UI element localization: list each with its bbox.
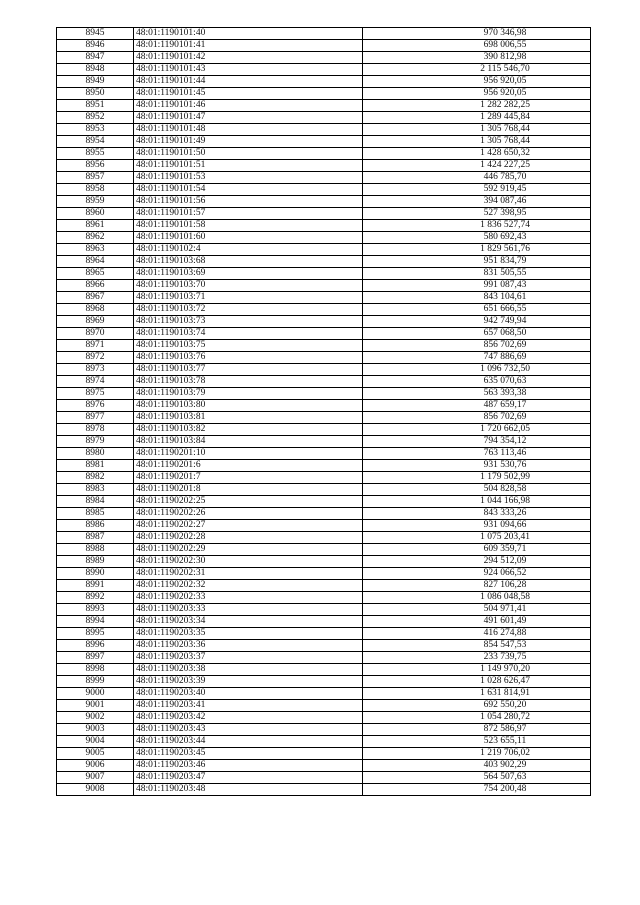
cadastral-value-cell: 294 512,09	[363, 556, 591, 568]
cadastral-value-cell: 504 971,41	[363, 604, 591, 616]
cadastral-number-cell: 48:01:1190103:69	[134, 268, 363, 280]
cadastral-number-cell: 48:01:1190203:37	[134, 652, 363, 664]
cadastral-value-cell: 856 702,69	[363, 412, 591, 424]
table-row	[57, 100, 591, 112]
row-number-cell: 8957	[57, 172, 134, 184]
row-number-cell: 9004	[57, 736, 134, 748]
cadastral-number-cell: 48:01:1190101:43	[134, 64, 363, 76]
cadastral-value-cell: 827 106,28	[363, 580, 591, 592]
row-number-cell: 8972	[57, 352, 134, 364]
cadastral-number-cell: 48:01:1190203:47	[134, 772, 363, 784]
cadastral-value-cell: 924 066,52	[363, 568, 591, 580]
row-number-cell: 8956	[57, 160, 134, 172]
cadastral-number-cell: 48:01:1190201:6	[134, 460, 363, 472]
cadastral-number-cell: 48:01:1190201:7	[134, 472, 363, 484]
table-row	[57, 676, 591, 688]
cadastral-number-cell: 48:01:1190201:8	[134, 484, 363, 496]
cadastral-number-cell: 48:01:1190102:4	[134, 244, 363, 256]
row-number-cell: 8995	[57, 628, 134, 640]
row-number-cell: 8959	[57, 196, 134, 208]
row-number-cell: 8960	[57, 208, 134, 220]
cadastral-value-cell: 446 785,70	[363, 172, 591, 184]
cadastral-number-cell: 48:01:1190101:44	[134, 76, 363, 88]
cadastral-value-cell: 394 087,46	[363, 196, 591, 208]
table-row	[57, 568, 591, 580]
cadastral-value-cell: 931 530,76	[363, 460, 591, 472]
cadastral-value-cell: 942 749,94	[363, 316, 591, 328]
cadastral-number-cell: 48:01:1190101:60	[134, 232, 363, 244]
cadastral-number-cell: 48:01:1190203:35	[134, 628, 363, 640]
row-number-cell: 8955	[57, 148, 134, 160]
cadastral-number-cell: 48:01:1190203:44	[134, 736, 363, 748]
table-row	[57, 520, 591, 532]
row-number-cell: 8976	[57, 400, 134, 412]
row-number-cell: 8989	[57, 556, 134, 568]
cadastral-value-cell: 692 550,20	[363, 700, 591, 712]
cadastral-value-cell: 523 655,11	[363, 736, 591, 748]
cadastral-value-cell: 956 920,05	[363, 76, 591, 88]
table-row	[57, 784, 591, 796]
cadastral-value-cell: 1 829 561,76	[363, 244, 591, 256]
row-number-cell: 9008	[57, 784, 134, 796]
row-number-cell: 8982	[57, 472, 134, 484]
cadastral-number-cell: 48:01:1190101:48	[134, 124, 363, 136]
row-number-cell: 8946	[57, 40, 134, 52]
cadastral-value-cell: 563 393,38	[363, 388, 591, 400]
cadastral-number-cell: 48:01:1190202:28	[134, 532, 363, 544]
table-row	[57, 64, 591, 76]
row-number-cell: 8970	[57, 328, 134, 340]
cadastral-number-cell: 48:01:1190103:71	[134, 292, 363, 304]
table-row	[57, 748, 591, 760]
row-number-cell: 8994	[57, 616, 134, 628]
cadastral-value-cell: 747 886,69	[363, 352, 591, 364]
row-number-cell: 8954	[57, 136, 134, 148]
cadastral-value-cell: 1 096 732,50	[363, 364, 591, 376]
table-row	[57, 28, 591, 40]
cadastral-value-cell: 1 028 626,47	[363, 676, 591, 688]
cadastral-value-cell: 843 333,26	[363, 508, 591, 520]
row-number-cell: 8990	[57, 568, 134, 580]
row-number-cell: 8967	[57, 292, 134, 304]
table-body	[57, 28, 591, 796]
table-row	[57, 436, 591, 448]
cadastral-value-cell: 390 812,98	[363, 52, 591, 64]
row-number-cell: 8962	[57, 232, 134, 244]
row-number-cell: 8979	[57, 436, 134, 448]
row-number-cell: 8949	[57, 76, 134, 88]
table-row	[57, 556, 591, 568]
cadastral-value-cell: 698 006,55	[363, 40, 591, 52]
table-row	[57, 208, 591, 220]
table-row	[57, 232, 591, 244]
row-number-cell: 8952	[57, 112, 134, 124]
cadastral-value-cell: 527 398,95	[363, 208, 591, 220]
table-row	[57, 736, 591, 748]
row-number-cell: 8969	[57, 316, 134, 328]
cadastral-number-cell: 48:01:1190101:53	[134, 172, 363, 184]
cadastral-number-cell: 48:01:1190101:42	[134, 52, 363, 64]
row-number-cell: 8981	[57, 460, 134, 472]
cadastral-value-cell: 504 828,58	[363, 484, 591, 496]
row-number-cell: 8977	[57, 412, 134, 424]
table-row	[57, 172, 591, 184]
cadastral-value-cell: 956 920,05	[363, 88, 591, 100]
cadastral-number-cell: 48:01:1190101:54	[134, 184, 363, 196]
cadastral-number-cell: 48:01:1190103:78	[134, 376, 363, 388]
cadastral-value-cell: 564 507,63	[363, 772, 591, 784]
cadastral-value-cell: 635 070,63	[363, 376, 591, 388]
table-row	[57, 256, 591, 268]
row-number-cell: 8991	[57, 580, 134, 592]
row-number-cell: 8945	[57, 28, 134, 40]
table-row	[57, 496, 591, 508]
table-row	[57, 340, 591, 352]
row-number-cell: 8986	[57, 520, 134, 532]
table-row	[57, 424, 591, 436]
cadastral-value-cell: 1 305 768,44	[363, 124, 591, 136]
cadastral-number-cell: 48:01:1190103:79	[134, 388, 363, 400]
row-number-cell: 8963	[57, 244, 134, 256]
cadastral-number-cell: 48:01:1190103:68	[134, 256, 363, 268]
cadastral-number-cell: 48:01:1190203:33	[134, 604, 363, 616]
table-row	[57, 508, 591, 520]
table-row	[57, 124, 591, 136]
cadastral-value-cell: 794 354,12	[363, 436, 591, 448]
cadastral-value-cell: 487 659,17	[363, 400, 591, 412]
cadastral-number-cell: 48:01:1190101:50	[134, 148, 363, 160]
table-row	[57, 688, 591, 700]
row-number-cell: 8984	[57, 496, 134, 508]
cadastral-value-cell: 872 586,97	[363, 724, 591, 736]
cadastral-value-cell: 843 104,61	[363, 292, 591, 304]
row-number-cell: 8961	[57, 220, 134, 232]
cadastral-number-cell: 48:01:1190103:73	[134, 316, 363, 328]
row-number-cell: 8988	[57, 544, 134, 556]
cadastral-value-cell: 1 086 048,58	[363, 592, 591, 604]
cadastral-value-cell: 403 902,29	[363, 760, 591, 772]
row-number-cell: 8992	[57, 592, 134, 604]
cadastral-value-cell: 1 149 970,20	[363, 664, 591, 676]
table-row	[57, 280, 591, 292]
cadastral-number-cell: 48:01:1190203:39	[134, 676, 363, 688]
table-row	[57, 52, 591, 64]
table-row	[57, 412, 591, 424]
table-row	[57, 760, 591, 772]
table-row	[57, 112, 591, 124]
row-number-cell: 8987	[57, 532, 134, 544]
table-row	[57, 616, 591, 628]
cadastral-number-cell: 48:01:1190101:49	[134, 136, 363, 148]
cadastral-number-cell: 48:01:1190103:76	[134, 352, 363, 364]
cadastral-number-cell: 48:01:1190101:51	[134, 160, 363, 172]
cadastral-number-cell: 48:01:1190101:46	[134, 100, 363, 112]
row-number-cell: 8948	[57, 64, 134, 76]
row-number-cell: 9005	[57, 748, 134, 760]
table-row	[57, 532, 591, 544]
cadastral-number-cell: 48:01:1190103:72	[134, 304, 363, 316]
row-number-cell: 9003	[57, 724, 134, 736]
row-number-cell: 8947	[57, 52, 134, 64]
cadastral-number-cell: 48:01:1190103:80	[134, 400, 363, 412]
table-row	[57, 664, 591, 676]
row-number-cell: 8950	[57, 88, 134, 100]
cadastral-number-cell: 48:01:1190202:33	[134, 592, 363, 604]
cadastral-value-cell: 657 068,50	[363, 328, 591, 340]
cadastral-number-cell: 48:01:1190203:45	[134, 748, 363, 760]
cadastral-value-cell: 1 219 706,02	[363, 748, 591, 760]
cadastral-number-cell: 48:01:1190203:48	[134, 784, 363, 796]
row-number-cell: 8951	[57, 100, 134, 112]
table-row	[57, 712, 591, 724]
table-row	[57, 364, 591, 376]
cadastral-number-cell: 48:01:1190103:82	[134, 424, 363, 436]
table-row	[57, 592, 591, 604]
row-number-cell: 8966	[57, 280, 134, 292]
row-number-cell: 8958	[57, 184, 134, 196]
table-row	[57, 724, 591, 736]
cadastral-value-cell: 754 200,48	[363, 784, 591, 796]
cadastral-value-cell: 580 692,43	[363, 232, 591, 244]
row-number-cell: 8953	[57, 124, 134, 136]
cadastral-value-cell: 1 428 650,32	[363, 148, 591, 160]
table-row	[57, 580, 591, 592]
cadastral-number-cell: 48:01:1190101:57	[134, 208, 363, 220]
row-number-cell: 9006	[57, 760, 134, 772]
cadastral-value-cell: 1 179 502,99	[363, 472, 591, 484]
table-row	[57, 628, 591, 640]
table-row	[57, 76, 591, 88]
cadastral-value-cell: 491 601,49	[363, 616, 591, 628]
cadastral-number-cell: 48:01:1190202:30	[134, 556, 363, 568]
cadastral-value-cell: 1 305 768,44	[363, 136, 591, 148]
cadastral-value-cell: 1 282 282,25	[363, 100, 591, 112]
cadastral-number-cell: 48:01:1190203:36	[134, 640, 363, 652]
cadastral-number-cell: 48:01:1190103:77	[134, 364, 363, 376]
table-row	[57, 388, 591, 400]
cadastral-number-cell: 48:01:1190203:34	[134, 616, 363, 628]
row-number-cell: 8973	[57, 364, 134, 376]
cadastral-number-cell: 48:01:1190203:41	[134, 700, 363, 712]
table-row	[57, 40, 591, 52]
table-row	[57, 448, 591, 460]
cadastral-number-cell: 48:01:1190103:74	[134, 328, 363, 340]
cadastral-number-cell: 48:01:1190202:27	[134, 520, 363, 532]
cadastral-value-cell: 831 505,55	[363, 268, 591, 280]
table-row	[57, 88, 591, 100]
table-row	[57, 160, 591, 172]
table-row	[57, 484, 591, 496]
cadastral-number-cell: 48:01:1190101:56	[134, 196, 363, 208]
cadastral-number-cell: 48:01:1190202:25	[134, 496, 363, 508]
cadastral-number-cell: 48:01:1190203:46	[134, 760, 363, 772]
cadastral-number-cell: 48:01:1190202:32	[134, 580, 363, 592]
cadastral-value-cell: 1 631 814,91	[363, 688, 591, 700]
cadastral-value-cell: 609 359,71	[363, 544, 591, 556]
table-row	[57, 244, 591, 256]
row-number-cell: 8980	[57, 448, 134, 460]
cadastral-value-cell: 763 113,46	[363, 448, 591, 460]
row-number-cell: 9000	[57, 688, 134, 700]
row-number-cell: 9001	[57, 700, 134, 712]
table-row	[57, 136, 591, 148]
table-row	[57, 184, 591, 196]
table-row	[57, 316, 591, 328]
row-number-cell: 8971	[57, 340, 134, 352]
table-row	[57, 376, 591, 388]
table-row	[57, 772, 591, 784]
row-number-cell: 8968	[57, 304, 134, 316]
cadastral-value-cell: 931 094,66	[363, 520, 591, 532]
cadastral-value-cell: 991 087,43	[363, 280, 591, 292]
row-number-cell: 8975	[57, 388, 134, 400]
cadastral-number-cell: 48:01:1190101:58	[134, 220, 363, 232]
cadastral-value-cell: 233 739,75	[363, 652, 591, 664]
row-number-cell: 8997	[57, 652, 134, 664]
cadastral-value-cell: 1 836 527,74	[363, 220, 591, 232]
table-row	[57, 604, 591, 616]
cadastral-number-cell: 48:01:1190103:84	[134, 436, 363, 448]
row-number-cell: 8985	[57, 508, 134, 520]
cadastral-number-cell: 48:01:1190201:10	[134, 448, 363, 460]
cadastral-number-cell: 48:01:1190103:75	[134, 340, 363, 352]
table-row	[57, 304, 591, 316]
cadastral-value-cell: 592 919,45	[363, 184, 591, 196]
cadastral-value-cell: 2 115 546,70	[363, 64, 591, 76]
cadastral-value-cell: 651 666,55	[363, 304, 591, 316]
table-row	[57, 652, 591, 664]
cadastral-number-cell: 48:01:1190101:47	[134, 112, 363, 124]
table-row	[57, 352, 591, 364]
table-row	[57, 328, 591, 340]
cadastral-number-cell: 48:01:1190101:41	[134, 40, 363, 52]
table-row	[57, 544, 591, 556]
cadastral-number-cell: 48:01:1190203:42	[134, 712, 363, 724]
cadastral-number-cell: 48:01:1190202:31	[134, 568, 363, 580]
table-row	[57, 196, 591, 208]
cadastral-number-cell: 48:01:1190203:43	[134, 724, 363, 736]
cadastral-number-cell: 48:01:1190103:81	[134, 412, 363, 424]
cadastral-number-cell: 48:01:1190101:40	[134, 28, 363, 40]
cadastral-number-cell: 48:01:1190203:38	[134, 664, 363, 676]
cadastral-value-cell: 416 274,88	[363, 628, 591, 640]
table-row	[57, 460, 591, 472]
table-row	[57, 400, 591, 412]
row-number-cell: 9007	[57, 772, 134, 784]
cadastral-number-cell: 48:01:1190103:70	[134, 280, 363, 292]
row-number-cell: 8983	[57, 484, 134, 496]
cadastral-value-cell: 1 424 227,25	[363, 160, 591, 172]
table-row	[57, 640, 591, 652]
cadastral-value-table	[56, 27, 591, 796]
table-row	[57, 220, 591, 232]
cadastral-value-cell: 1 044 166,98	[363, 496, 591, 508]
row-number-cell: 8996	[57, 640, 134, 652]
cadastral-value-cell: 951 834,79	[363, 256, 591, 268]
cadastral-value-cell: 1 075 203,41	[363, 532, 591, 544]
cadastral-value-cell: 1 054 280,72	[363, 712, 591, 724]
cadastral-number-cell: 48:01:1190101:45	[134, 88, 363, 100]
table-row	[57, 472, 591, 484]
row-number-cell: 8965	[57, 268, 134, 280]
cadastral-value-cell: 856 702,69	[363, 340, 591, 352]
row-number-cell: 8999	[57, 676, 134, 688]
cadastral-value-cell: 1 720 662,05	[363, 424, 591, 436]
row-number-cell: 8964	[57, 256, 134, 268]
table-row	[57, 700, 591, 712]
row-number-cell: 8974	[57, 376, 134, 388]
cadastral-number-cell: 48:01:1190202:26	[134, 508, 363, 520]
table-row	[57, 268, 591, 280]
cadastral-value-cell: 854 547,53	[363, 640, 591, 652]
cadastral-value-cell: 970 346,98	[363, 28, 591, 40]
row-number-cell: 8993	[57, 604, 134, 616]
cadastral-number-cell: 48:01:1190203:40	[134, 688, 363, 700]
row-number-cell: 9002	[57, 712, 134, 724]
row-number-cell: 8998	[57, 664, 134, 676]
cadastral-value-cell: 1 289 445,84	[363, 112, 591, 124]
table-row	[57, 292, 591, 304]
table-row	[57, 148, 591, 160]
row-number-cell: 8978	[57, 424, 134, 436]
cadastral-number-cell: 48:01:1190202:29	[134, 544, 363, 556]
